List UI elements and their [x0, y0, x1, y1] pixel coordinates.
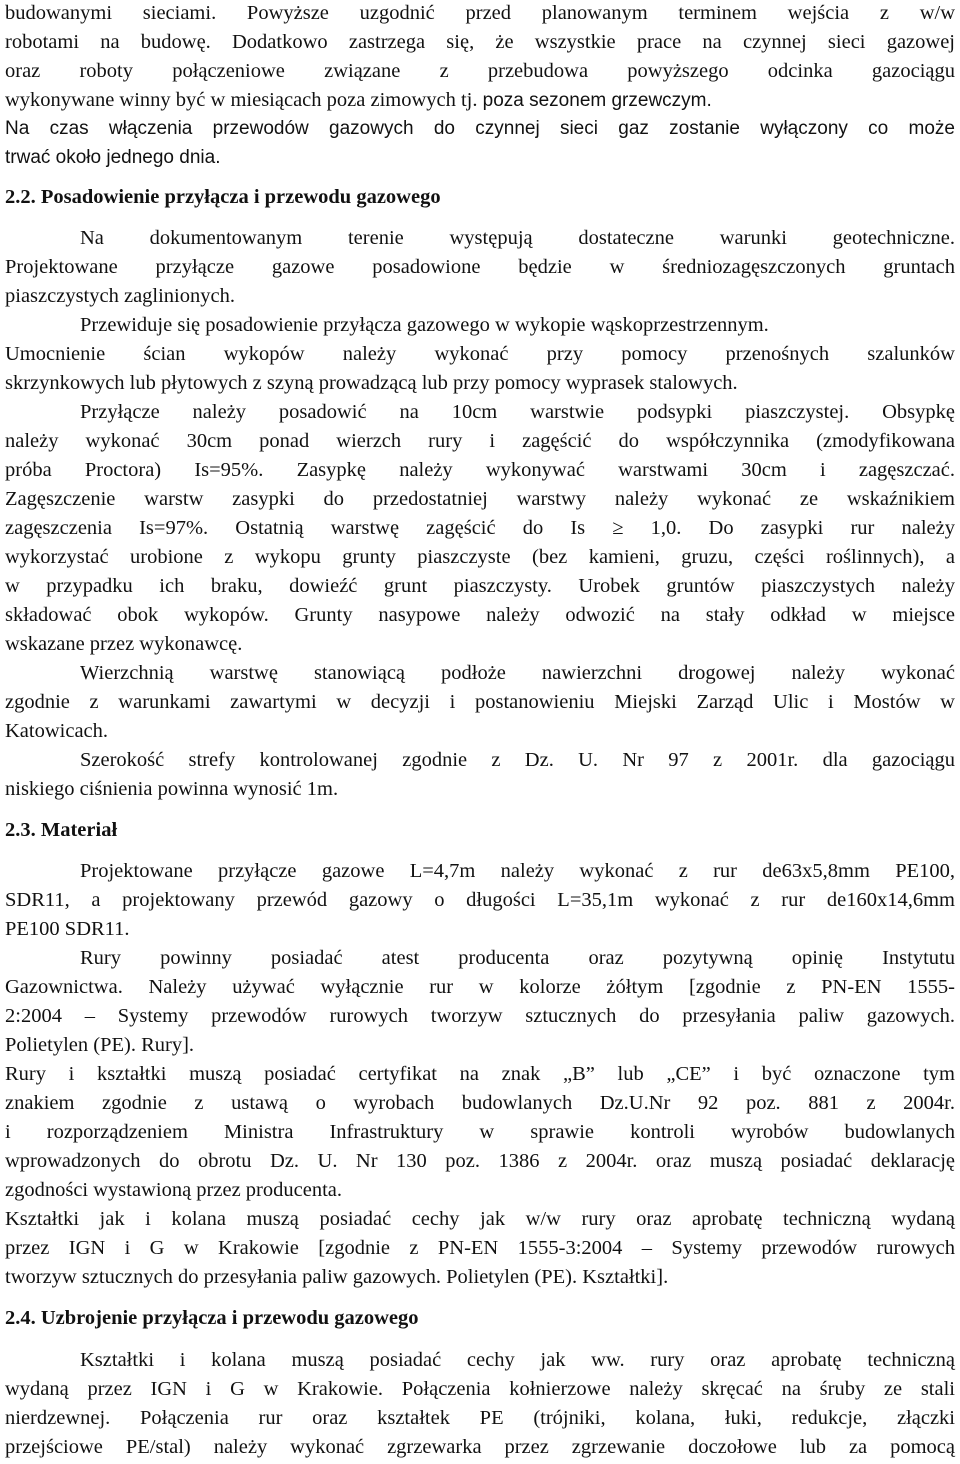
section-heading-2-2: 2.2. Posadowienie przyłącza i przewodu gazowego [5, 186, 441, 208]
text-line: Zagęszczenie warstw zasypki do przedostatniej warstwy należy wykonać ze wskaźnikiem [5, 488, 955, 510]
text-line: Na dokumentowanym terenie występują dostateczne warunki geotechniczne. [80, 227, 955, 249]
text-line: Umocnienie ścian wykopów należy wykonać przy pomocy przenośnych szalunków [5, 343, 955, 365]
text-line: tworzyw sztucznych do przesyłania paliw gazowych. Polietylen (PE). Kształtki]. [5, 1266, 669, 1288]
text-line: wskazane przez wykonawcę. [5, 633, 243, 655]
text-line: piaszczystych zaglinionych. [5, 285, 235, 307]
text-line: zagęszczenia Is=97%. Ostatnią warstwę zagęścić do Is ≥ 1,0. Do zasypki rur należy [5, 517, 955, 539]
text-line: należy wykonać 30cm ponad wierzch rury i zagęścić do współczynnika (zmodyfikowana [5, 430, 955, 452]
text-line: Projektowane przyłącze gazowe L=4,7m należy wykonać z rur de63x5,8mm PE100, [80, 860, 955, 882]
text-line: zgodności wystawioną przez producenta. [5, 1179, 342, 1201]
text-span: wykonywane winny być w miesiącach poza zimowych tj. [5, 89, 483, 111]
text-line: w przypadku ich braku, dowieźć grunt piaszczysty. Urobek gruntów piaszczystych należy [5, 575, 955, 597]
text-line: Szerokość strefy kontrolowanej zgodnie z Dz. U. Nr 97 z 2001r. dla gazociągu [80, 749, 955, 771]
text-line: i rozporządzeniem Ministra Infrastruktury w sprawie kontroli wyrobów budowlanych [5, 1121, 955, 1143]
text-line: skrzynkowych lub płytowych z szyną prowadzącą lub przy pomocy wyprasek stalowych. [5, 372, 738, 394]
text-line: wprowadzonych do obrotu Dz. U. Nr 130 poz. 1386 z 2004r. oraz muszą posiadać deklarację [5, 1150, 955, 1172]
text-line: Wierzchnią warstwę stanowiącą podłoże nawierzchni drogowej należy wykonać [80, 662, 955, 684]
text-line: wykorzystać urobione z wykopu grunty piaszczyste (bez kamieni, gruzu, części roślinnych), a [5, 546, 955, 568]
text-line: wydaną przez IGN i G w Krakowie. Połączenia kołnierzowe należy skręcać na śruby ze stali [5, 1378, 955, 1400]
text-line: SDR11, a projektowany przewód gazowy o długości L=35,1m wykonać z rur de160x14,6mm [5, 889, 955, 911]
text-line: zgodnie z warunkami zawartymi w decyzji i postanowieniu Miejski Zarząd Ulic i Mostów w [5, 691, 955, 713]
text-line: próba Proctora) Is=95%. Zasypkę należy wykonywać warstwami 30cm i zagęszczać. [5, 459, 955, 481]
text-line: Rury powinny posiadać atest producenta oraz pozytywną opinię Instytutu [80, 947, 955, 969]
text-line: robotami na budowę. Dodatkowo zastrzega się, że wszystkie prace na czynnej sieci gazowej [5, 31, 955, 53]
text-line: nierdzewnej. Połączenia rur oraz kształtek PE (trójniki, kolana, łuki, redukcje, złączki [5, 1407, 955, 1429]
text-line [5, 86, 955, 115]
text-line: trwać około jednego dnia. [5, 147, 221, 168]
text-span-sans: poza sezonem grzewczym. [482, 90, 712, 111]
text-line: Gazownictwa. Należy używać wyłącznie rur w kolorze żółtym [zgodnie z PN-EN 1555- [5, 976, 955, 998]
text-line: oraz roboty połączeniowe związane z przebudowa powyższego odcinka gazociągu [5, 60, 955, 82]
text-line: Rury i kształtki muszą posiadać certyfikat na znak „B” lub „CE” i być oznaczone tym [5, 1063, 955, 1085]
text-line: Przyłącze należy posadowić na 10cm warstwie podsypki piaszczystej. Obsypkę [80, 401, 955, 423]
text-line: 2:2004 – Systemy przewodów rurowych tworzyw sztucznych do przesyłania paliw gazowych. [5, 1005, 955, 1027]
text-line: Kształtki i kolana muszą posiadać cechy jak ww. rury oraz aprobatę techniczną [80, 1349, 955, 1371]
text-line: PE100 SDR11. [5, 918, 130, 940]
text-line: Projektowane przyłącze gazowe posadowione będzie w średniozagęszczonych gruntach [5, 256, 955, 278]
text-line: przez IGN i G w Krakowie [zgodnie z PN-EN 1555-3:2004 – Systemy przewodów rurowych [5, 1237, 955, 1259]
text-line: składować obok wykopów. Grunty nasypowe należy odwozić na stały odkład w miejsce [5, 604, 955, 626]
text-line: Katowicach. [5, 720, 109, 742]
section-heading-2-4: 2.4. Uzbrojenie przyłącza i przewodu gazowego [5, 1307, 419, 1329]
text-line: znakiem zgodnie z ustawą o wyrobach budowlanych Dz.U.Nr 92 poz. 881 z 2004r. [5, 1092, 955, 1114]
text-line: niskiego ciśnienia powinna wynosić 1m. [5, 778, 339, 800]
text-line: Na czas włączenia przewodów gazowych do czynnej sieci gaz zostanie wyłączony co może [5, 118, 955, 139]
section-heading-2-3: 2.3. Materiał [5, 819, 118, 841]
text-line: Polietylen (PE). Rury]. [5, 1034, 195, 1056]
text-line: Kształtki jak i kolana muszą posiadać cechy jak w/w rury oraz aprobatę techniczną wydaną [5, 1208, 955, 1230]
text-line: przejściowe PE/stal) należy wykonać zgrzewarka przez zgrzewanie doczołowe lub za pomocą [5, 1436, 955, 1458]
text-line: Przewiduje się posadowienie przyłącza gazowego w wykopie wąskoprzestrzennym. [80, 314, 769, 336]
text-line: budowanymi sieciami. Powyższe uzgodnić przed planowanym terminem wejścia z w/w [5, 2, 955, 24]
